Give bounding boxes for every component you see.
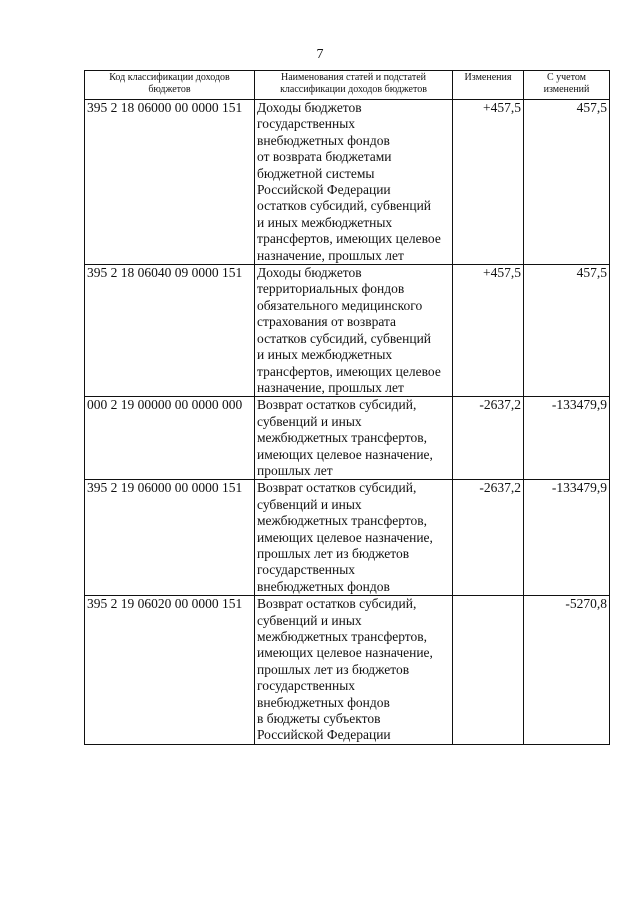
row-total: 457,5 [524,265,610,397]
header-change: Изменения [453,71,524,100]
row-code: 395 2 19 06020 00 0000 151 [85,596,255,745]
row-name: Возврат остатков субсидий, субвенций и иных межбюджетных трансфертов, имеющих целевое назначение, прошлых лет [255,397,453,480]
row-change [453,596,524,745]
row-name: Возврат остатков субсидий, субвенций и иных межбюджетных трансфертов, имеющих целевое назначение, прошлых лет из бюджетов государственных внебюджетных фондов в бюджеты субъектов Российской Федерации [255,596,453,745]
table-header-row [85,71,610,100]
row-total: -133479,9 [524,480,610,596]
table-row [85,265,610,397]
page-number: 7 [316,47,324,62]
row-name: Доходы бюджетов государственных внебюджетных фондов от возврата бюджетами бюджетной системы Российской Федерации остатков субсидий, субвенций и иных межбюджетных трансфертов, имеющих целевое назначение, прошлых лет [255,100,453,265]
row-name: Возврат остатков субсидий, субвенций и иных межбюджетных трансфертов, имеющих целевое назначение, прошлых лет из бюджетов государственных внебюджетных фондов [255,480,453,596]
row-change: +457,5 [453,100,524,265]
table-row [85,480,610,596]
budget-revenue-table [84,70,610,745]
row-change: +457,5 [453,265,524,397]
table-row [85,397,610,480]
row-change: -2637,2 [453,397,524,480]
row-code: 395 2 18 06000 00 0000 151 [85,100,255,265]
row-code: 395 2 19 06000 00 0000 151 [85,480,255,596]
row-name: Доходы бюджетов территориальных фондов обязательного медицинского страхования от возврата остатков субсидий, субвенций и иных межбюджетных трансфертов, имеющих целевое назначение, прошлых лет [255,265,453,397]
header-total: С учетом изменений [524,71,610,100]
row-code: 000 2 19 00000 00 0000 000 [85,397,255,480]
header-code: Код классификации доходов бюджетов [85,71,255,100]
table-row [85,596,610,745]
row-total: 457,5 [524,100,610,265]
row-total: -5270,8 [524,596,610,745]
header-name: Наименования статей и подстатей классификации доходов бюджетов [255,71,453,100]
row-total: -133479,9 [524,397,610,480]
row-code: 395 2 18 06040 09 0000 151 [85,265,255,397]
table-row [85,100,610,265]
row-change: -2637,2 [453,480,524,596]
